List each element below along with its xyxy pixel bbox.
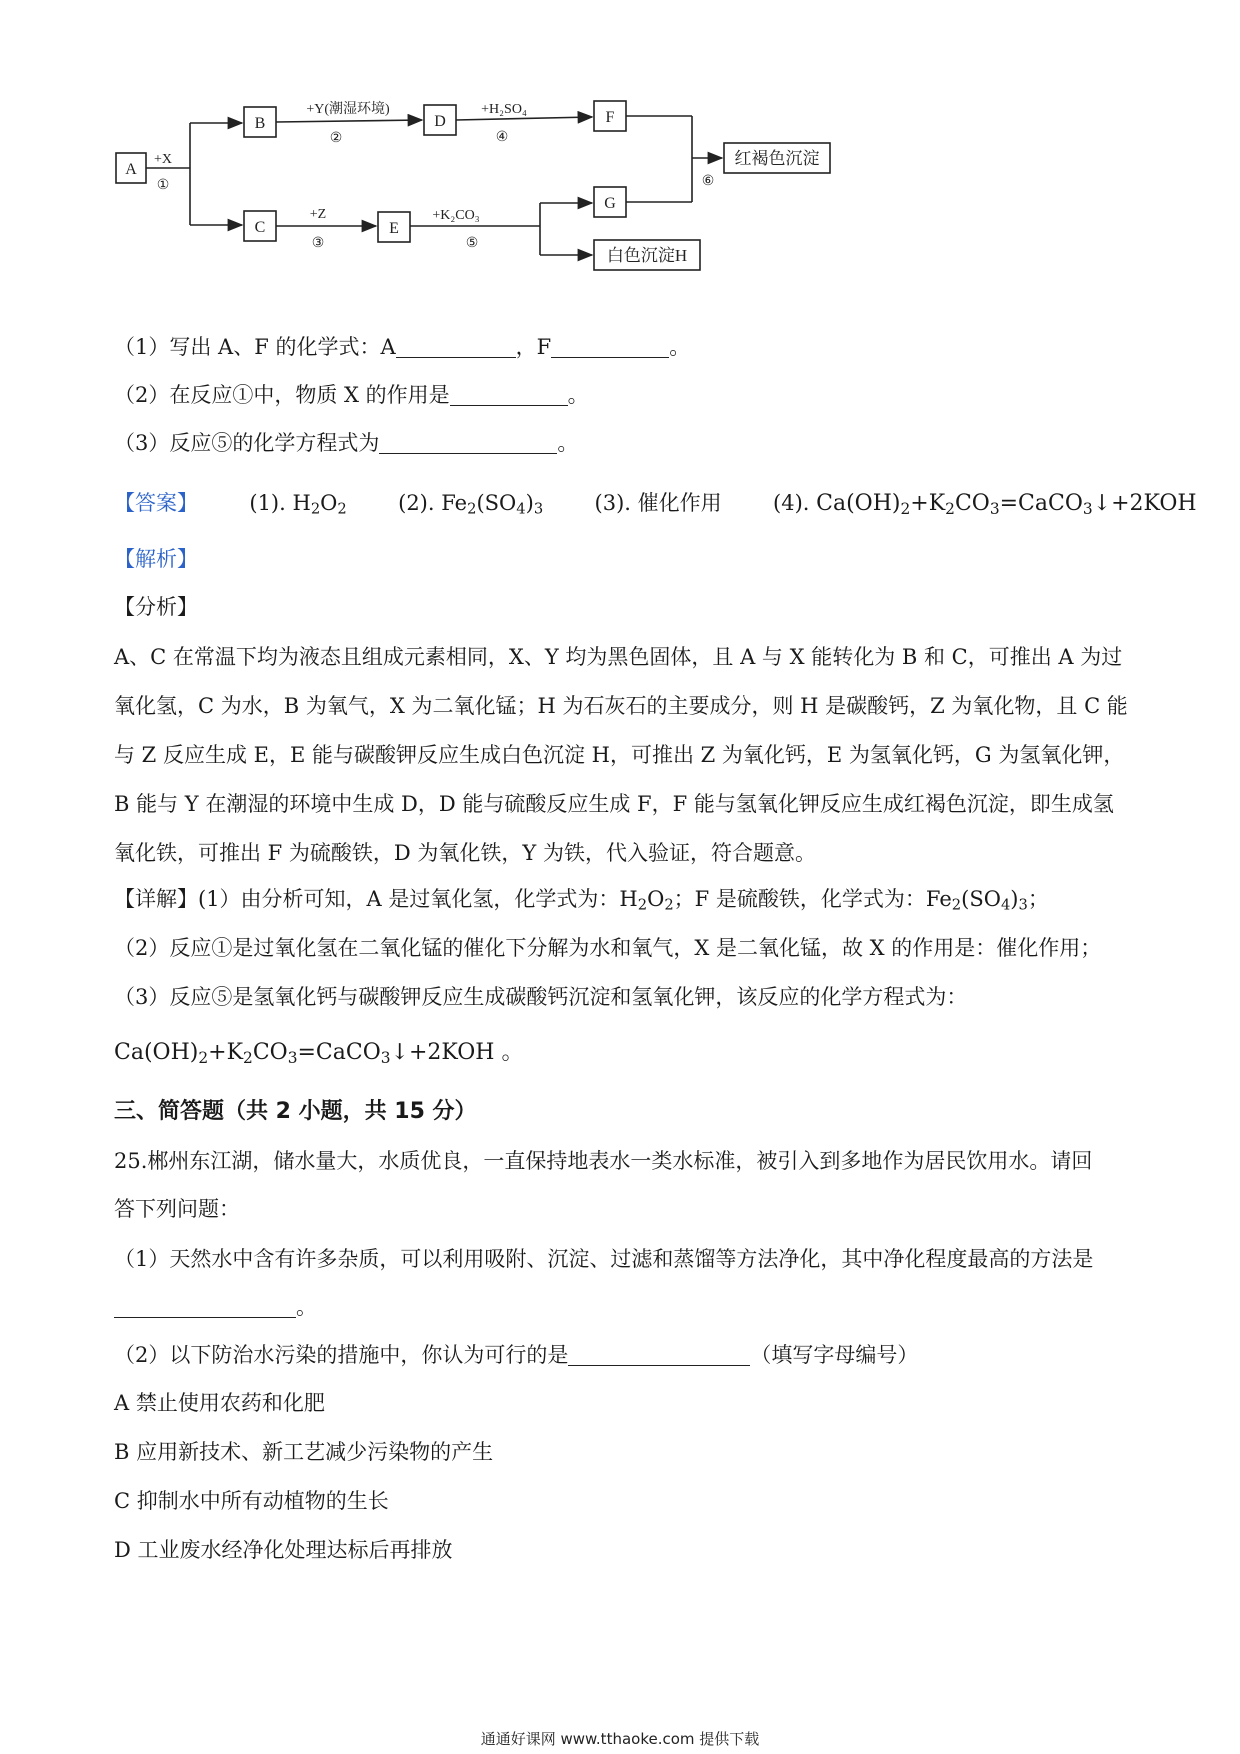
node-c-label: C [254, 219, 266, 236]
option-d: D 工业废水经净化处理达标后再排放 [114, 1538, 453, 1562]
answer-blank-f [551, 335, 669, 358]
edge-1-number: ① [156, 178, 170, 193]
answer-line: 【答案】 (1). $H_2O_2$ (2). $Fe_2(SO_4)_3$ (3). 催化作用 (4). $Ca(OH)_2+K_2CO_3=CaCO_3↓+2KOH$ [114, 491, 1197, 518]
option-c: C 抑制水中所有动植物的生长 [114, 1489, 389, 1513]
edge-6-number: ⑥ [701, 174, 715, 189]
edge-2-number: ② [329, 131, 343, 146]
node-g-label: G [604, 195, 616, 212]
answer-blank-measures [568, 1343, 750, 1366]
question-24-1: （1）写出 A、F 的化学式：A ，F 。 [114, 335, 691, 359]
analysis-line-5: 氧化铁，可推出 F 为硫酸铁，D 为氧化铁，Y 为铁，代入验证，符合题意。 [114, 841, 816, 865]
answer-4-equation: $Ca(OH)_2+K_2CO_3=CaCO_3↓+2KOH$ [816, 491, 1197, 518]
detail-line-2: （2）反应①是过氧化氢在二氧化锰的催化下分解为水和氧气，X 是二氧化锰，故 X 的作用是：催化作用； [114, 936, 1102, 960]
edge-3-number: ③ [311, 236, 325, 251]
analysis-tag: 【解析】 [114, 547, 198, 571]
answer-blank-x [450, 383, 568, 406]
answer-blank-equation [379, 431, 557, 454]
answer-1: $H_2O_2$ [292, 491, 347, 518]
edge-4-number: ④ [495, 130, 509, 145]
node-a-label: A [125, 161, 137, 178]
edge-3-reagent: +Z [309, 207, 327, 222]
edge-5-reagent: +K₂CO₃ [432, 208, 480, 223]
page-footer: 通通好课网 www.tthaoke.com 提供下载 [480, 1730, 760, 1748]
question-25-line-2: 答下列问题： [114, 1197, 240, 1221]
option-b: B 应用新技术、新工艺减少污染物的产生 [114, 1440, 494, 1464]
node-f-label: F [605, 109, 615, 126]
detail-line-1: 【详解】(1）由分析可知，A 是过氧化氢，化学式为：$H_2O_2$；F 是硫酸铁，化学式为：$Fe_2(SO_4)_3$； [114, 887, 1049, 914]
analysis-line-3: 与 Z 反应生成 E，E 能与碳酸钾反应生成白色沉淀 H，可推出 Z 为氧化钙，E 为氢氧化钙，G 为氢氧化钾， [114, 743, 1125, 767]
answer-3: (3). 催化作用 [594, 491, 722, 515]
edge-5-number: ⑤ [465, 236, 479, 251]
node-b-label: B [254, 115, 266, 132]
reaction-flow-diagram [110, 95, 960, 310]
question-25-1: （1）天然水中含有许多杂质，可以利用吸附、沉淀、过滤和蒸馏等方法净化，其中净化程度最高的方法是 [114, 1247, 1094, 1271]
answer-blank-a [396, 335, 516, 358]
answer-tag: 【答案】 [114, 491, 198, 515]
final-equation: $Ca(OH)_2+K_2CO_3=CaCO_3↓+2KOH$ 。 [114, 1040, 524, 1067]
analysis-line-2: 氧化氢，C 为水，B 为氧气，X 为二氧化锰；H 为石灰石的主要成分，则 H 是碳酸钙，Z 为氧化物，且 C 能 [114, 694, 1128, 718]
answer-blank-method [114, 1295, 296, 1318]
analysis-heading: 【分析】 [114, 595, 198, 619]
analysis-line-1: A、C 在常温下均为液态且组成元素相同，X、Y 均为黑色固体，且 A 与 X 能转化为 B 和 C，可推出 A 为过 [114, 645, 1123, 669]
answer-2: $Fe_2(SO_4)_3$ [441, 491, 544, 518]
question-25-1-blank-line: 。 [114, 1292, 317, 1322]
option-a: A 禁止使用农药和化肥 [114, 1391, 325, 1415]
question-25-line-1: 25.郴州东江湖，储水量大，水质优良，一直保持地表水一类水标准，被引入到多地作为居民饮用水。请回 [114, 1149, 1093, 1173]
question-25-2: （2）以下防治水污染的措施中，你认为可行的是 （填写字母编号） [114, 1343, 919, 1367]
detail-line-3: （3）反应⑤是氢氧化钙与碳酸钾反应生成碳酸钙沉淀和氢氧化钾，该反应的化学方程式为： [114, 985, 968, 1009]
node-d-label: D [434, 113, 446, 130]
section-3-title: 三、简答题（共 2 小题，共 15 分） [114, 1099, 477, 1124]
edge-4-reagent: +H₂SO₄ [481, 102, 527, 117]
edge-2-reagent: +Y(潮湿环境) [306, 102, 390, 117]
white-precipitate-label: 白色沉淀H [606, 246, 688, 265]
question-24-2: （2）在反应①中，物质 X 的作用是 。 [114, 383, 589, 407]
question-24-3: （3）反应⑤的化学方程式为 。 [114, 431, 579, 455]
node-e-label: E [389, 220, 399, 237]
red-precipitate-label: 红褐色沉淀 [734, 149, 820, 168]
analysis-line-4: B 能与 Y 在潮湿的环境中生成 D，D 能与硫酸反应生成 F，F 能与氢氧化钾反应生成红褐色沉淀，即生成氢 [114, 792, 1114, 816]
edge-1-reagent: +X [153, 152, 173, 167]
